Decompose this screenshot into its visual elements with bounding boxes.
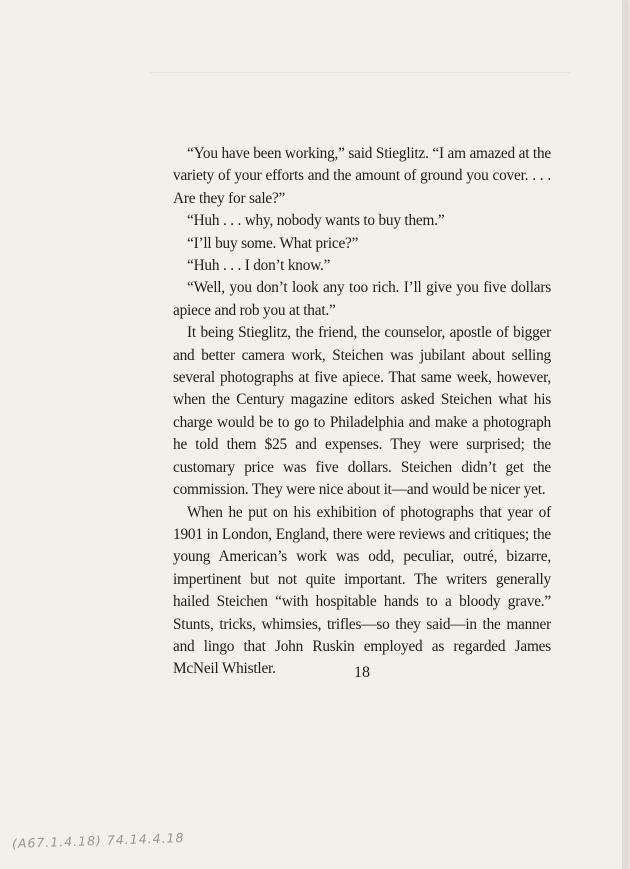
page-number: 18 (354, 664, 370, 681)
paragraph-dont-know: “Huh . . . I don’t know.” (187, 257, 331, 275)
paragraph-nobody-wants: “Huh . . . why, nobody wants to buy them.” (187, 212, 445, 230)
paragraph-five-dollars: “Well, you don’t look any too rich. I’ll give you five dollars apiece and rob you at that.” (173, 279, 551, 319)
body-text (173, 143, 551, 681)
page-edge (622, 0, 626, 869)
paragraph-what-price: “I’ll buy some. What price?” (187, 234, 359, 252)
paragraph-london-exhibition: When he put on his exhibition of photographs that year of 1901 in London, England, there were reviews and critiques; the young American’s work was odd, peculiar, outré, bizarre, impertinent but not quite important. The writers generally hailed Steichen “with hospitable hands to a bloody grave.” Stunts, tricks, whimsies, trifles—so they said—in the manner and lingo that John Ruskin employed as regarded James McNeil Whistler. (173, 503, 551, 678)
paragraph-stieglitz-amazed: “You have been working,” said Stieglitz. “I am amazed at the variety of your efforts and the amount of ground you cover. . . . Are they for sale?” (173, 145, 551, 207)
paragraph-steichen-jubilant: It being Stieglitz, the friend, the counselor, apostle of bigger and better camera work, Steichen was jubilant about selling several photographs at five apiece. That same week, however, when the Century magazine editors asked Steichen what his charge would be to go to Philadelphia and make a photograph he told them $25 and expenses. They were surprised; the customary price was five dollars. Steichen didn’t get the commission. They were nice about it—and would be nicer yet. (173, 324, 551, 499)
paper-crease (150, 72, 570, 73)
handwritten-catalog-note: (A67.1.4.18) 74.14.4.18 (11, 829, 185, 851)
